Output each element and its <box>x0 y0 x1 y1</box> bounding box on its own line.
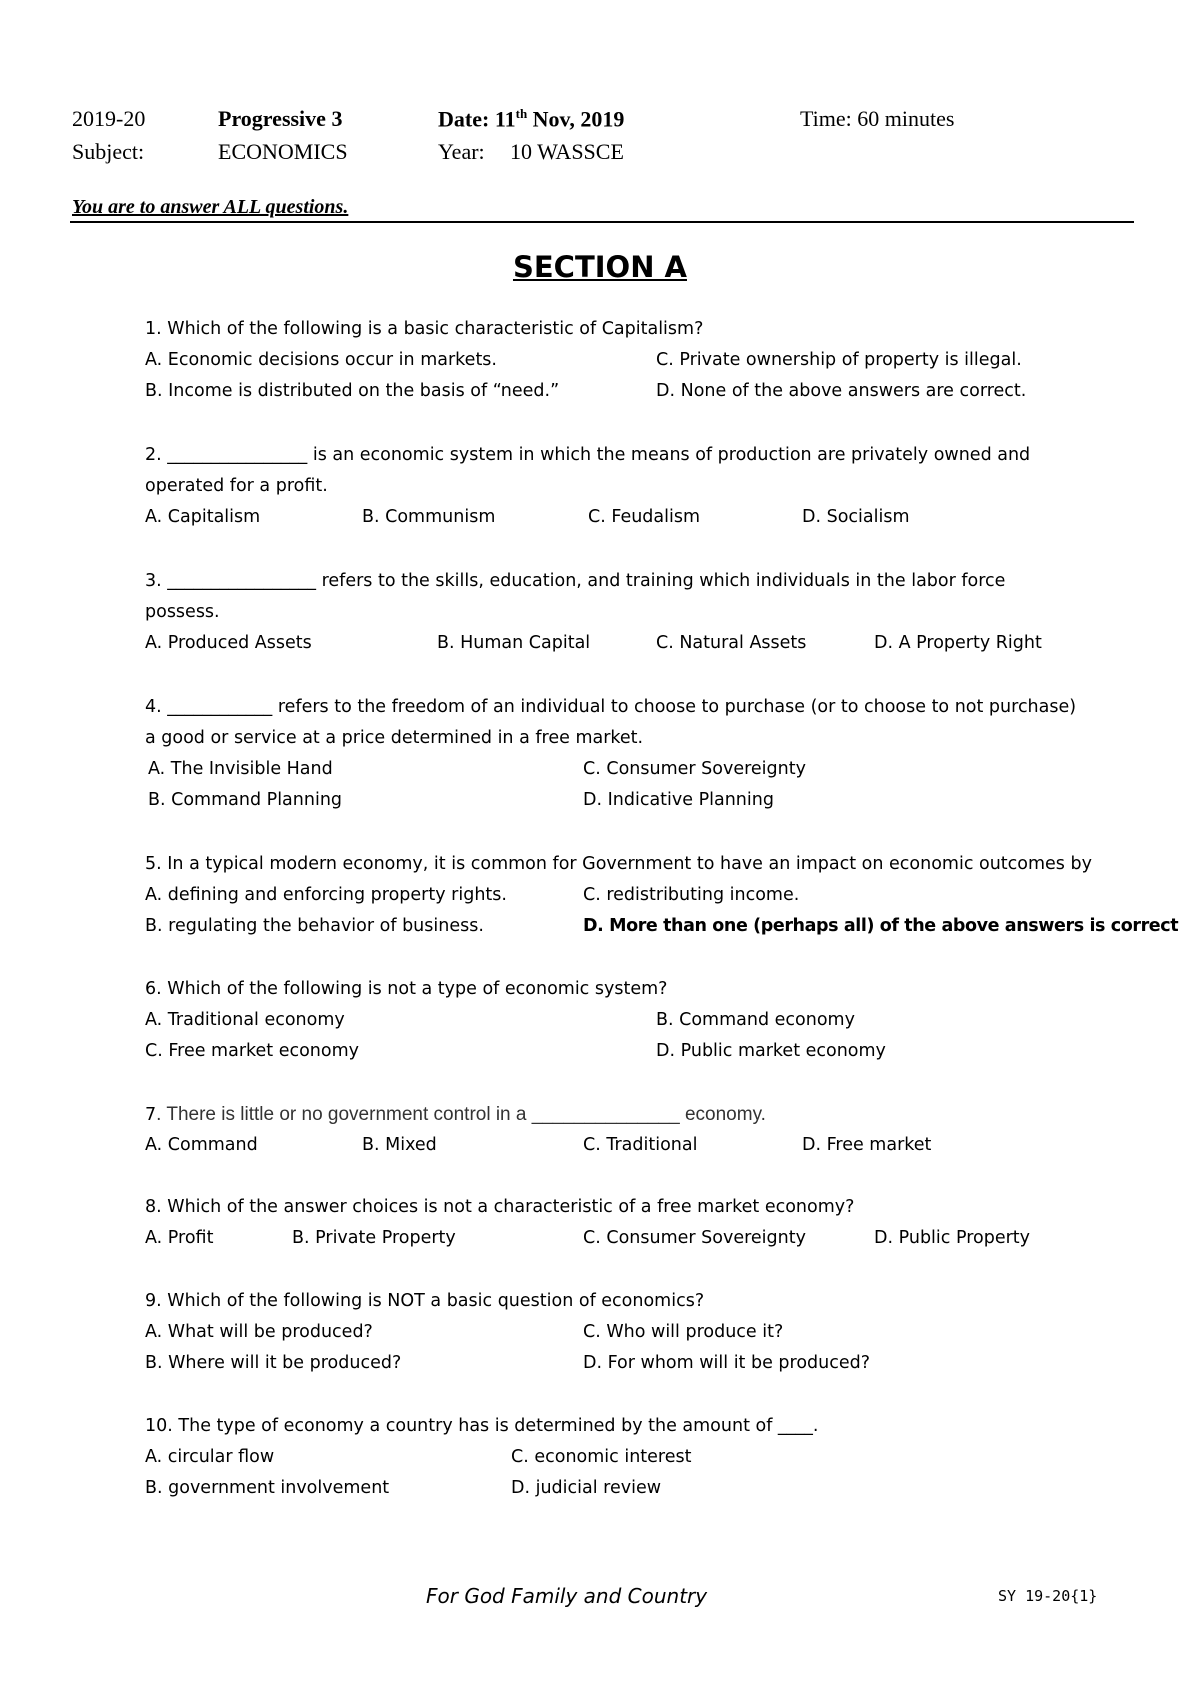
option-a: A. The Invisible Hand <box>148 759 333 779</box>
header-divider <box>70 221 1134 223</box>
question-number: 3 <box>145 571 157 591</box>
subject-value: ECONOMICS <box>218 139 348 164</box>
subject-label: Subject: <box>72 139 145 164</box>
question-7 <box>145 1099 932 1155</box>
question-9 <box>145 1286 871 1373</box>
option-a: A. Capitalism <box>145 507 261 527</box>
question-8 <box>145 1192 1031 1248</box>
question-number: 4 <box>145 697 157 717</box>
date-rest: Nov, 2019 <box>532 106 625 132</box>
question-2 <box>145 440 1031 527</box>
instructions: You are to answer ALL questions. <box>72 196 349 218</box>
option-b: B. Where will it be produced? <box>145 1353 402 1373</box>
question-stem: 10. The type of economy a country has is determined by the amount of ____. <box>145 1416 819 1436</box>
date-suffix: th <box>515 106 528 121</box>
option-c: C. Feudalism <box>588 507 701 527</box>
option-c: C. Private ownership of property is illegal. <box>656 350 1022 370</box>
option-c: C. Consumer Sovereignty <box>583 759 806 779</box>
question-stem: 9. Which of the following is NOT a basic question of economics? <box>145 1291 705 1311</box>
option-c: C. redistributing income. <box>583 885 800 905</box>
footer-page-ref: SY 19-20{1} <box>998 1587 1098 1605</box>
question-stem-cont: operated for a profit. <box>145 476 328 496</box>
option-d: D. Socialism <box>802 507 910 527</box>
question-number: 10 <box>145 1416 168 1436</box>
class-value: 10 WASSCE <box>510 139 624 164</box>
question-10 <box>145 1411 819 1498</box>
option-b: B. regulating the behavior of business. <box>145 916 484 936</box>
question-stem: 7. There is little or no government control in a ______________ economy. <box>145 1104 766 1125</box>
option-a: A. Traditional economy <box>145 1010 345 1030</box>
time-label: Time: <box>800 106 852 131</box>
question-5 <box>145 849 1179 936</box>
option-d: D. Public market economy <box>656 1041 886 1061</box>
option-d: D. More than one (perhaps all) of the above answers is correct <box>583 916 1179 936</box>
option-d: D. None of the above answers are correct. <box>656 381 1027 401</box>
question-number: 5 <box>145 854 157 874</box>
question-number: 8 <box>145 1197 157 1217</box>
option-d: D. A Property Right <box>874 633 1042 653</box>
section-title: SECTION A <box>512 250 687 284</box>
footer-motto: For God Family and Country <box>426 1584 708 1608</box>
year-range: 2019-20 <box>72 106 146 131</box>
option-c: C. economic interest <box>511 1447 692 1467</box>
option-a: A. circular flow <box>145 1447 275 1467</box>
question-number: 9 <box>145 1291 157 1311</box>
question-stem: 4. ____________ refers to the freedom of an individual to choose to purchase (or to choose to not purchase) <box>145 697 1077 717</box>
option-b: B. Command Planning <box>148 790 343 810</box>
option-b: B. Command economy <box>656 1010 855 1030</box>
question-3 <box>145 566 1042 653</box>
option-c: C. Traditional <box>583 1135 698 1155</box>
option-c: C. Natural Assets <box>656 633 807 653</box>
option-b: B. Human Capital <box>437 633 591 653</box>
option-d: D. Public Property <box>874 1228 1031 1248</box>
question-number: 1 <box>145 319 157 339</box>
question-stem-cont: a good or service at a price determined in a free market. <box>145 728 644 748</box>
question-stem: 2. ________________ is an economic system in which the means of production are privately owned and <box>145 445 1031 465</box>
question-stem: 1. Which of the following is a basic characteristic of Capitalism? <box>145 319 704 339</box>
option-a: A. Profit <box>145 1228 214 1248</box>
option-b: B. Communism <box>362 507 496 527</box>
exam-time <box>800 106 954 132</box>
question-number: 2 <box>145 445 157 465</box>
option-d: D. Free market <box>802 1135 932 1155</box>
question-stem: 8. Which of the answer choices is not a characteristic of a free market economy? <box>145 1197 855 1217</box>
question-6 <box>145 974 886 1061</box>
date-label: Date: <box>438 106 490 132</box>
option-b: B. Private Property <box>292 1228 456 1248</box>
question-stem: 5. In a typical modern economy, it is common for Government to have an impact on economic outcomes by <box>145 854 1092 874</box>
class-label: Year: <box>438 139 485 164</box>
option-a: A. Economic decisions occur in markets. <box>145 350 497 370</box>
option-d: D. Indicative Planning <box>583 790 774 810</box>
option-a: A. defining and enforcing property rights. <box>145 885 507 905</box>
time-value: 60 minutes <box>857 106 955 131</box>
option-c: C. Consumer Sovereignty <box>583 1228 806 1248</box>
date-day: 11 <box>494 106 516 132</box>
exam-date <box>438 106 624 132</box>
question-stem-cont: possess. <box>145 602 220 622</box>
option-a: A. What will be produced? <box>145 1322 373 1342</box>
question-1 <box>145 314 1027 401</box>
test-name: Progressive 3 <box>218 106 343 131</box>
question-number: 6 <box>145 979 157 999</box>
option-d: D. judicial review <box>511 1478 662 1498</box>
question-stem: 3. _________________ refers to the skills, education, and training which individuals in the labor force <box>145 571 1006 591</box>
option-b: B. government involvement <box>145 1478 390 1498</box>
option-c: C. Free market economy <box>145 1041 360 1061</box>
option-a: A. Command <box>145 1135 258 1155</box>
question-4 <box>145 692 1077 810</box>
question-stem: 6. Which of the following is not a type of economic system? <box>145 979 668 999</box>
option-b: B. Mixed <box>362 1135 437 1155</box>
option-a: A. Produced Assets <box>145 633 312 653</box>
question-number: 7 <box>145 1105 157 1125</box>
option-b: B. Income is distributed on the basis of “need.” <box>145 381 560 401</box>
option-d: D. For whom will it be produced? <box>583 1353 871 1373</box>
option-c: C. Who will produce it? <box>583 1322 784 1342</box>
